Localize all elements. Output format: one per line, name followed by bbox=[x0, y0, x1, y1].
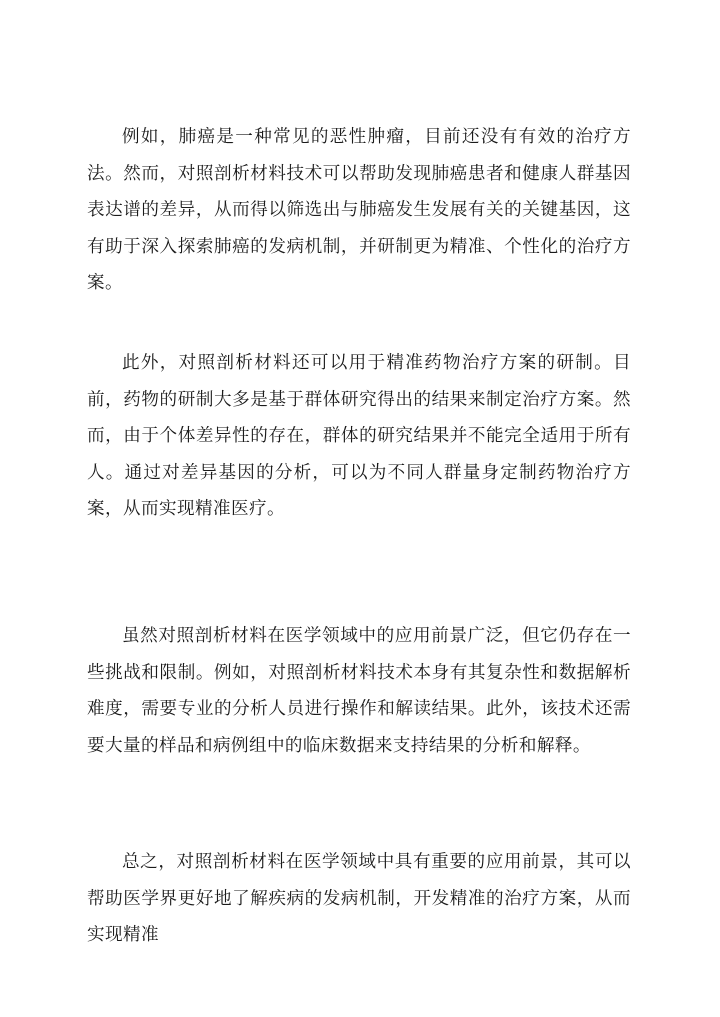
paragraph-lung-cancer-example: 例如，肺癌是一种常见的恶性肿瘤，目前还没有有效的治疗方法。然而，对照剖析材料技术可以帮助发现肺癌患者和健康人群基因表达谱的差异，从而得以筛选出与肺癌发生发展有关的关键基因，这有助于深入探索肺癌的发病机制，并研制更为精准、个性化的治疗方案。 bbox=[87, 127, 631, 293]
paragraph-precision-drug-therapy: 此外，对照剖析材料还可以用于精准药物治疗方案的研制。目前，药物的研制大多是基于群体研究得出的结果来制定治疗方案。然而，由于个体差异性的存在，群体的研究结果并不能完全适用于所有人。通过对差异基因的分析，可以为不同人群量身定制药物治疗方案，从而实现精准医疗。 bbox=[87, 353, 631, 519]
paragraph-challenges-limitations: 虽然对照剖析材料在医学领域中的应用前景广泛，但它仍存在一些挑战和限制。例如，对照剖析材料技术本身有其复杂性和数据解析难度，需要专业的分析人员进行操作和解读结果。此外，该技术还需要大量的样品和病例组中的临床数据来支持结果的分析和解释。 bbox=[87, 626, 631, 756]
paragraph-conclusion: 总之，对照剖析材料在医学领域中具有重要的应用前景，其可以帮助医学界更好地了解疾病的发病机制，开发精准的治疗方案，从而实现精准 bbox=[87, 852, 631, 945]
